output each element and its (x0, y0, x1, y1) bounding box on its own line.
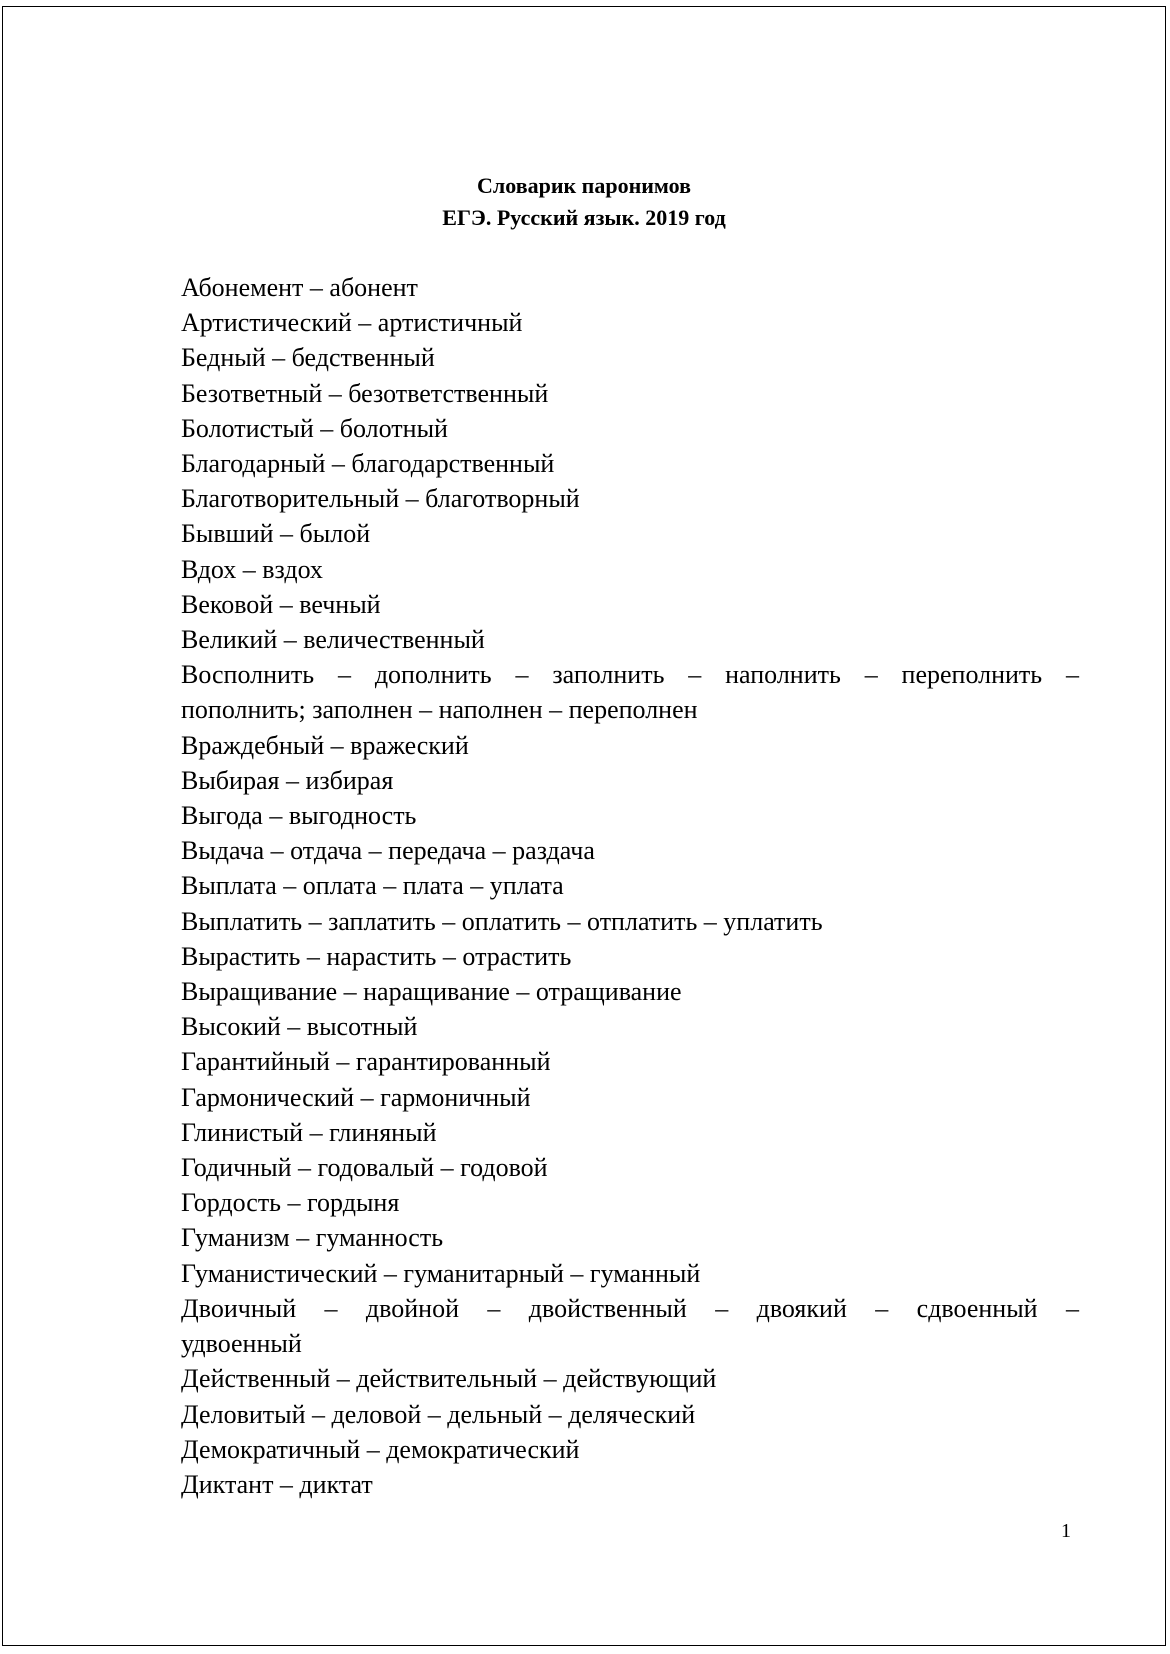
paronym-entry: Гармонический – гармоничный (181, 1082, 531, 1112)
paronym-entry-line: Двоичный – двойной – двойственный – двоякий – сдвоенный – (181, 1293, 1079, 1323)
paronym-entry-continuation: удвоенный (181, 1329, 302, 1359)
paronym-entry: Выбирая – избирая (181, 765, 394, 795)
paronym-entry: Диктант – диктат (181, 1469, 373, 1499)
page-number: 1 (1061, 1520, 1071, 1542)
paronym-entry-line: Восполнить – дополнить – заполнить – наполнить – переполнить – (181, 660, 1079, 690)
paronym-entry: Бедный – бедственный (181, 343, 435, 373)
paronym-entry: Гордость – гордыня (181, 1188, 400, 1218)
paronym-entry: Выдача – отдача – передача – раздача (181, 836, 595, 866)
paronym-entry: Артистический – артистичный (181, 308, 523, 338)
document-title: Словарик паронимов (477, 173, 691, 198)
paronym-entry: Действенный – действительный – действующий (181, 1364, 717, 1394)
paronym-entry: Бывший – былой (181, 519, 371, 549)
paronym-list (181, 270, 1079, 1502)
paronym-entry: Безответный – безответственный (181, 378, 549, 408)
paronym-entry: Вырастить – нарастить – отрастить (181, 941, 572, 971)
paronym-entry: Глинистый – глиняный (181, 1117, 437, 1147)
paronym-entry-multiline (181, 1291, 1079, 1361)
paronym-entry: Вдох – вздох (181, 554, 323, 584)
paronym-entry: Деловитый – деловой – дельный – деляческий (181, 1399, 696, 1429)
paronym-entry: Вековой – вечный (181, 589, 381, 619)
paronym-entry: Гарантийный – гарантированный (181, 1047, 551, 1077)
paronym-entry: Благодарный – благодарственный (181, 449, 555, 479)
paronym-entry: Враждебный – вражеский (181, 730, 469, 760)
paronym-entry: Выплата – оплата – плата – уплата (181, 871, 564, 901)
paronym-entry: Выплатить – заплатить – оплатить – отплатить – уплатить (181, 906, 823, 936)
paronym-entry: Годичный – годовалый – годовой (181, 1153, 548, 1183)
paronym-entry: Демократичный – демократический (181, 1434, 580, 1464)
paronym-entry: Абонемент – абонент (181, 273, 418, 302)
paronym-entry-continuation: пополнить; заполнен – наполнен – переполнен (181, 695, 698, 725)
paronym-entry: Высокий – высотный (181, 1012, 418, 1042)
paronym-entry-multiline (181, 657, 1079, 727)
paronym-entry: Выгода – выгодность (181, 801, 417, 831)
paronym-entry: Великий – величественный (181, 625, 485, 655)
paronym-entry: Гуманистический – гуманитарный – гуманный (181, 1258, 701, 1288)
paronym-entry: Благотворительный – благотворный (181, 484, 580, 514)
document-page (2, 6, 1166, 1646)
paronym-entry: Болотистый – болотный (181, 413, 448, 443)
paronym-entry: Гуманизм – гуманность (181, 1223, 444, 1253)
paronym-entry: Выращивание – наращивание – отращивание (181, 977, 682, 1007)
document-subtitle: ЕГЭ. Русский язык. 2019 год (442, 205, 726, 230)
